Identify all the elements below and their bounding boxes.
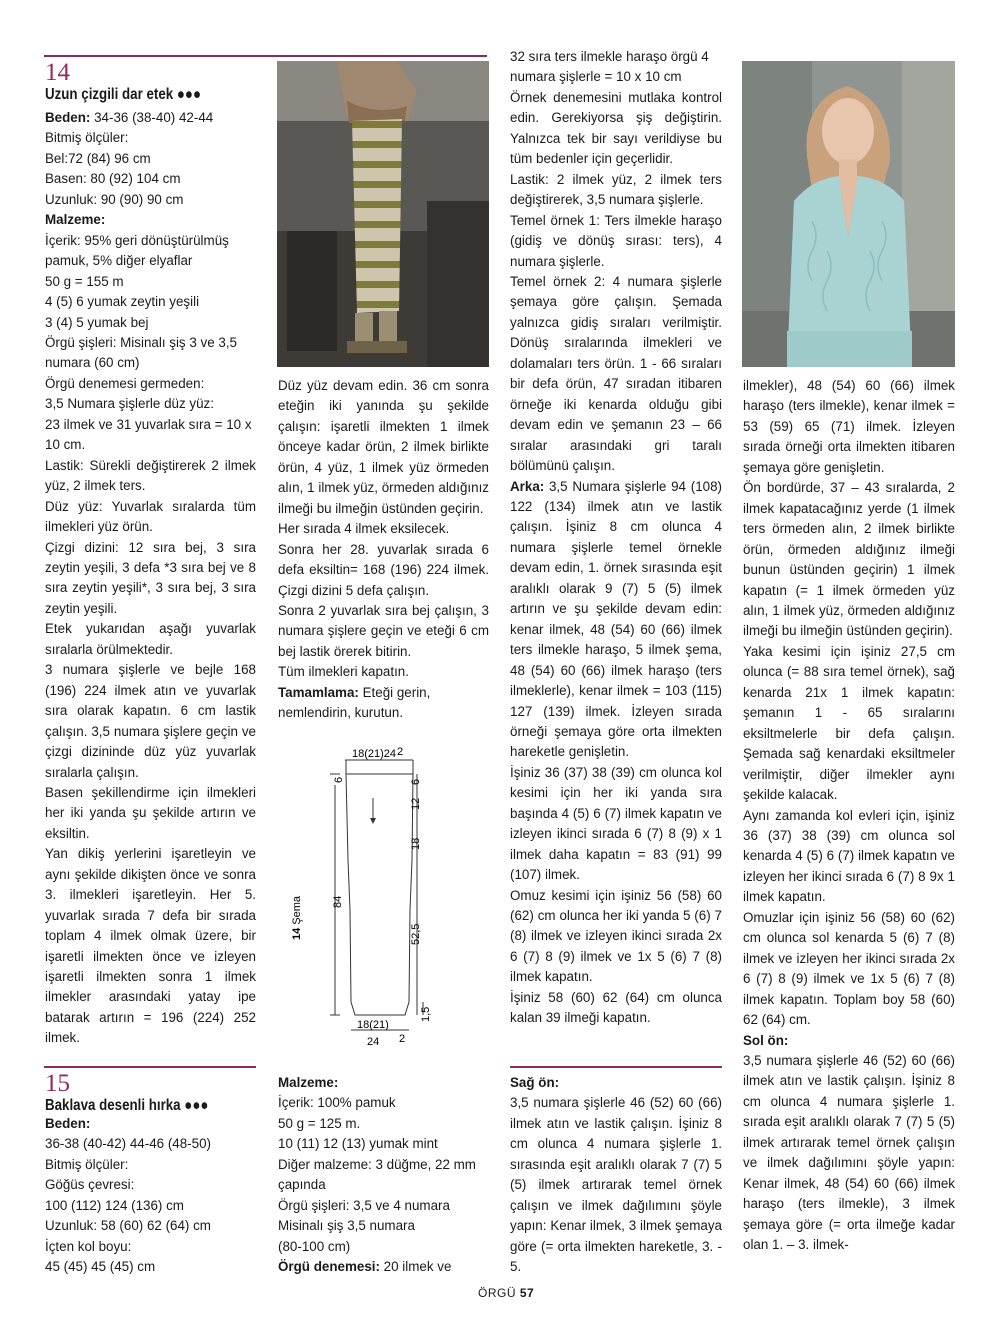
pattern14-column-1 — [45, 108, 256, 1049]
col4-paragraph — [743, 806, 955, 908]
p15-col1-text: 45 (45) 45 (45) cm — [45, 1259, 156, 1275]
p15-col1-text: 100 (112) 124 (136) cm — [45, 1197, 184, 1213]
schema-bottom-right: 2 — [399, 1033, 406, 1045]
p14-col1-paragraph — [45, 149, 256, 169]
col4-paragraph — [743, 478, 955, 642]
p15-col1-paragraph — [45, 1134, 256, 1154]
p14-col1-text: Basen: 80 (92) 104 cm — [45, 171, 181, 187]
p14-col1-paragraph — [45, 374, 256, 394]
p14-col1-text: 34-36 (38-40) 42-44 — [90, 110, 214, 125]
p15-col1-paragraph — [45, 1216, 256, 1236]
p15-col2-text: Örgü şişleri: 3,5 ve 4 numara — [278, 1197, 450, 1213]
cardigan-photo — [742, 61, 955, 367]
p14-col1-text: Lastik: Sürekli değiştirerek 2 ilmek yüz, 2 ilmek ters. — [45, 457, 256, 494]
p14-col1-paragraph — [45, 660, 256, 783]
col4-text: 3,5 numara şişlerle 46 (52) 60 (66) ilmek atın ve lastik çalışın. İşiniz 8 cm olunca 4 numara şişlerle 1. sırada eşit aralıklı olarak 7 (7) 5 (5) ilmek artırarak temel örnek çalışın ve ilmek dağılımını şöyle yapın: Kenar ilmek, 48 (54) 60 (66) ilmek haraşo (ters ilmekle), 3 ilmek şemaya göre (= orta ilmeğe kadar olan 1. – 3. ilmek- — [743, 1052, 955, 1253]
p15-col2-text: (80-100 cm) — [278, 1238, 351, 1254]
p15-col2-paragraph — [278, 1114, 489, 1134]
schema-seg3: 18 — [410, 837, 422, 850]
col4-bold-label: Sol ön: — [743, 1032, 789, 1048]
col3-text: 32 sıra ters ilmekle haraşo örgü 4 numara şişlerle = 10 x 10 cm — [510, 49, 709, 85]
p15-col1-text: Göğüs çevresi: — [45, 1177, 135, 1193]
skirt-photo — [277, 61, 489, 367]
p15-col2-text: Diğer malzeme: 3 düğme, 22 mm çapında — [278, 1156, 476, 1193]
p14-col1-paragraph — [45, 844, 256, 1049]
p14-col1-text: Örgü şişleri: Misinalı şiş 3 ve 3,5 numara (60 cm) — [45, 334, 237, 371]
p14-col1-paragraph — [45, 497, 256, 538]
p14-col1-bold-label: Malzeme: — [45, 212, 106, 228]
p14-col1-paragraph — [45, 538, 256, 620]
col3-bottom-paragraph — [510, 1093, 722, 1277]
p14-col1-paragraph — [45, 619, 256, 660]
col4-text: Aynı zamanda kol evleri için, işiniz 36 (37) 38 (39) cm olunca sol kenarda 4 (5) 6 (7) ilmek kapatın ve izleyen her ikinci sırada 6 (7) 8 9x 1 ilmek kapatın. — [743, 807, 955, 905]
p14-col1-text: Bitmiş ölçüler: — [45, 130, 129, 146]
pattern-title-14: Uzun çizgili dar etek ●●● — [45, 86, 202, 103]
p14-col1-paragraph — [45, 128, 256, 148]
p14-col1-text: 3,5 Numara şişlerle düz yüz: — [45, 396, 214, 412]
col3-text: İşiniz 36 (37) 38 (39) cm olunca kol kesimi için her iki yanda sıra başında 4 (5) 6 (7) ilmek kapatın ve izleyen ikinci sırada 6 (7) 8 (9) x 1 ilmek daha kapatın = 83 (91) 99 (107) ilmek. — [510, 764, 722, 883]
col3-bold-label: Arka: — [510, 478, 545, 494]
col3-paragraph — [510, 477, 722, 763]
p15-col2-text: 50 g = 125 m. — [278, 1115, 361, 1131]
p14-col1-paragraph — [45, 108, 256, 128]
page-footer — [478, 1286, 534, 1300]
p15-col2-text: İçerik: 100% pamuk — [278, 1095, 396, 1111]
p14-col1-paragraph — [45, 169, 256, 189]
col3-text: Temel örnek 1: Ters ilmekle haraşo (gidiş ve dönüş sırası: ters), 4 numara şişlerle. — [510, 212, 722, 269]
p15-col2-bold-label: Örgü denemesi: — [278, 1259, 380, 1275]
col3-text: Omuz kesimi için işiniz 56 (58) 60 (62) cm olunca her iki yanda 5 (6) 7 (8) ilmek ve izleyen ikinci sırada 2x 6 (7) 8 (9) ilmek ve 1x 5 (6) 7 (8) ilmek kapatın. — [510, 887, 722, 985]
skirt-schema-diagram — [285, 740, 485, 1055]
p14-col1-paragraph — [45, 456, 256, 497]
p14-col1-text: Örgü denemesi germeden: — [45, 375, 205, 391]
col3-bottom-text: 3,5 numara şişlerle 46 (52) 60 (66) ilmek atın ve lastik çalışın. İşiniz 8 cm olunca 4 numara şişlerle 1. sırasında eşit aralıklı olarak 7 (7) 5 (5) ilmek artırarak temel örnek çalışın ve ilmek dağılımını şöyle yapın: Kenar ilmek, 3 ilmek şemaya göre (= orta ilmekten hareketle, 3. - 5. — [510, 1095, 722, 1275]
p14-col2-paragraph — [278, 540, 489, 601]
pattern-number-14: 14 — [45, 59, 70, 86]
p14-col2-paragraph — [278, 662, 489, 682]
col3-paragraph — [510, 763, 722, 886]
p15-col2-paragraph — [278, 1216, 489, 1236]
p15-col2-paragraph — [278, 1237, 489, 1257]
column-4 — [743, 376, 955, 1255]
p15-col2-bold-label: Malzeme: — [278, 1075, 339, 1090]
p15-col1-paragraph — [45, 1196, 256, 1216]
p14-col1-paragraph — [45, 394, 256, 414]
p14-col1-text: Etek yukarıdan aşağı yuvarlak sıralarla örülmektedir. — [45, 621, 256, 657]
col3-text: Örnek denemesini mutlaka kontrol edin. Gerekiyorsa şiş değiştirin. Yalnızca tek bir sayı verildiyse bu tüm bedenler için geçerlidir. — [510, 89, 722, 167]
schema-seg1: 6 — [333, 776, 345, 783]
p14-col1-paragraph — [45, 292, 256, 312]
col3-text: Temel örnek 2: 4 numara şişlerle şemaya göre çalışın. Şemada yalnızca gidiş sıraları verilmiştir. Dönüş sıralarında ilmekleri ve dolamaları ters örün. 1 - 66 sıraları bir defa örün, 47 sıradan itibaren örneğe iki kenarda olduğu gibi devam edin ve şemanın 23 – 66 sıralar arasındaki gri taralı bölümünü çalışın. — [510, 273, 722, 474]
section-rule-14 — [44, 55, 487, 57]
p15-col2-text: 20 ilmek ve — [379, 1259, 452, 1275]
col3-paragraph — [510, 211, 722, 272]
col4-text: Yaka kesimi için işiniz 27,5 cm olunca (= 88 sıra temel örnek), sağ kenarda 21x 1 ilmek kapatın: şemanın 1 - 65 sıralarını eksiltmelerle bir defa çalışın. Şemada sağ kenardaki eksiltmeler verilmiştir, diğer ilmekler aynı şekilde kalacak. — [743, 643, 955, 803]
schema-bottom-num: 24 — [367, 1036, 380, 1048]
magazine-name: ÖRGÜ — [478, 1286, 516, 1300]
p15-col2-text: 10 (11) 12 (13) yumak mint — [278, 1136, 438, 1152]
p14-col1-text: İçerik: 95% geri dönüştürülmüş pamuk, 5% diğer elyaflar — [45, 232, 229, 269]
p14-col2-text: Düz yüz devam edin. 36 cm sonra eteğin iki yanında şu şekilde çalışın: işaretli ilmekten 1 ilmek önceye kadar örün, 2 ilmek birlikte örün, 4 yüz, 1 ilmek yüz örmeden alın, 1 ilmek yüz, örmeden aldığınız ilmeği bu ilmeğin üstünden geçirin. — [278, 378, 489, 516]
col3-text: 3,5 Numara şişlerle 94 (108) 122 (134) ilmek atın ve lastik çalışın. İşiniz 8 cm olunca 4 numara şişlerle temel örnekle devam edin, 1. örnek sırasında eşit aralıklı olarak 9 (7) 5 (5) ilmek artırın ve şu şekilde devam edin: kenar ilmek, 48 (54) 60 (66) ilmek ters ilmekle haraşo, 5 ilmek şema, 48 (54) 60 (66) ilmek haraşo (ters ilmeklerle), kenar ilmek = 103 (115) 127 (139) ilmek. İzleyen sırada örneği şemaya göre orta ilmekten hareketle genişletin. — [510, 478, 722, 760]
p14-col1-text: 4 (5) 6 yumak zeytin yeşili — [45, 294, 200, 310]
col3-paragraph — [510, 47, 722, 88]
right-front-heading: Sağ ön: — [510, 1075, 560, 1090]
p14-col2-paragraph — [278, 376, 489, 519]
col4-paragraph — [743, 642, 955, 806]
col4-paragraph — [743, 376, 955, 478]
col4-paragraph — [743, 908, 955, 1031]
p14-col1-paragraph — [45, 272, 256, 292]
section-rule-15 — [44, 1066, 256, 1068]
schema-label-num: 14 — [291, 927, 303, 940]
p15-col1-paragraph — [45, 1237, 256, 1257]
col3-paragraph — [510, 988, 722, 1029]
p14-col1-text: Bel:72 (84) 96 cm — [45, 150, 151, 166]
p14-col1-text: Çizgi dizini: 12 sıra bej, 3 sıra zeytin yeşili, 3 defa *3 sıra bej ve 8 sıra zeytin yeşili*, 3 sıra bej, 3 sıra zeytin yeşili. — [45, 539, 256, 616]
schema-label-word: Şema — [291, 895, 303, 925]
p15-col1-paragraph — [45, 1175, 256, 1195]
p15-col2-paragraph — [278, 1134, 489, 1154]
p15-col1-text: İçten kol boyu: — [45, 1238, 132, 1254]
p14-col1-text: Uzunluk: 90 (90) 90 cm — [45, 191, 184, 207]
p15-col1-paragraph — [45, 1257, 256, 1277]
p14-col1-text: Düz yüz: Yuvarlak sıralarda tüm ilmekleri yüz örün. — [45, 498, 256, 535]
p14-col1-text: Basen şekillendirme için ilmekleri her iki yanda şu şekilde artırın ve eksiltin. — [45, 784, 256, 841]
col3-text: Lastik: 2 ilmek yüz, 2 ilmek ters değiştirerek, 3,5 numara şişlerle. — [510, 171, 722, 208]
p14-col2-bold-label: Tamamlama: — [278, 684, 359, 700]
col3-text: İşiniz 58 (60) 62 (64) cm olunca kalan 39 ilmeği kapatın. — [510, 989, 722, 1026]
schema-total: 84 — [332, 895, 344, 908]
pattern-number-15: 15 — [45, 1070, 70, 1097]
p14-col2-text: Eteği gerin, nemlendirin, kurutun. — [278, 684, 431, 721]
p15-col1-text: 36-38 (40-42) 44-46 (48-50) — [45, 1136, 211, 1152]
col3-paragraph — [510, 88, 722, 170]
col4-paragraph — [743, 1051, 955, 1256]
schema-seg2: 12 — [410, 797, 422, 810]
p15-col1-paragraph — [45, 1155, 256, 1175]
p15-col1-text: Uzunluk: 58 (60) 62 (64) cm — [45, 1218, 211, 1234]
p14-col1-text: 3 (4) 5 yumak bej — [45, 314, 149, 330]
col3-paragraph — [510, 886, 722, 988]
pattern-title-15: Baklava desenli hırka ●●● — [45, 1097, 209, 1114]
p14-col1-text: 50 g = 155 m — [45, 273, 124, 289]
p14-col2-paragraph — [278, 601, 489, 662]
p14-col1-paragraph — [45, 190, 256, 210]
col4-text: Omuzlar için işiniz 56 (58) 60 (62) cm olunca sol kenarda 5 (6) 7 (8) ilmek ve izleyen her ikinci sırada 2x 6 (7) 8 (9) ilmek ve 1x 5 (6) 7 (8) ilmek kapatın. Toplam boy 58 (60) 62 (64) cm. — [743, 909, 955, 1028]
schema-bottom-width: 18(21) — [357, 1019, 389, 1031]
p15-col2-paragraph — [278, 1155, 489, 1196]
pattern15-column-2 — [278, 1073, 489, 1278]
p15-col1-paragraph — [45, 1114, 256, 1134]
p14-col2-paragraph — [278, 519, 489, 539]
pattern14-column-2 — [278, 376, 489, 724]
p15-col1-text: Bitmiş ölçüler: — [45, 1156, 129, 1172]
col4-text: ilmekler), 48 (54) 60 (66) ilmek haraşo (ters ilmekle), kenar ilmek = 53 (59) 65 (71) ilmek. İzleyen sırada örneği orta ilmekten itibaren şemaya göre genişletin. — [743, 378, 955, 475]
schema-top-width: 18(21)24 — [352, 748, 397, 760]
pattern15-column-1 — [45, 1114, 256, 1278]
schema-top-right: 2 — [397, 746, 404, 758]
p15-col2-paragraph — [278, 1196, 489, 1216]
p15-col2-paragraph — [278, 1073, 489, 1093]
p15-col2-text: Misinalı şiş 3,5 numara — [278, 1218, 415, 1234]
column-3-bottom — [510, 1073, 722, 1278]
schema-seg4: 52,5 — [410, 923, 422, 945]
p14-col1-text: Yan dikiş yerlerini işaretleyin ve aynı şekilde dikişten önce ve sonra 3. ilmekleri işaretleyin. Her 5. yuvarlak sırada 7 defa bir sırada toplam 4 ilmek olmak üzere, bir işaretli ilmekten önce ve izleyen işaretli ilmekten sonra 1 ilmek ilmekler arasındaki yatay ipe batarak artırın = 196 (224) 252 ilmek. — [45, 846, 256, 1046]
col3-paragraph — [510, 272, 722, 477]
schema-seg1-right: 6 — [410, 778, 422, 785]
svg-text:14 Şema — [291, 895, 303, 940]
col4-text: Ön bordürde, 37 – 43 sıralarda, 2 ilmek kapatacağınız yerde (1 ilmek ters örmeden alın, 2 ilmek birlikte örün, örmeden aldığınız ilmeği bunun üstünden geçirin) 1 ilmek kapatın (= 1 ilmek örmeden yüz alın, 1 ilmek yüz, örmeden aldığınız ilmeği bu ilmeğin üstünden geçirin). — [743, 480, 955, 639]
p14-col1-paragraph — [45, 783, 256, 844]
p15-col2-paragraph — [278, 1093, 489, 1113]
p14-col1-bold-label: Beden: — [45, 110, 91, 125]
p14-col1-text: 23 ilmek ve 31 yuvarlak sıra = 10 x 10 cm. — [45, 416, 252, 453]
page-number: 57 — [519, 1286, 535, 1300]
p14-col1-paragraph — [45, 231, 256, 272]
col4-paragraph — [743, 1031, 955, 1051]
col3-paragraph — [510, 170, 722, 211]
section-rule-right — [510, 1066, 722, 1068]
p14-col1-paragraph — [45, 415, 256, 456]
p14-col2-text: Sonra 2 yuvarlak sıra bej çalışın, 3 numara şişlere geçin ve eteği 6 cm bej lastik örerek bitirin. — [278, 602, 489, 659]
p14-col1-text: 3 numara şişlerle ve bejle 168 (196) 224 ilmek atın ve yuvarlak sıra olarak kapatın. 6 cm lastik çalışın. 3,5 numara şişlere geçin ve çizgi dizininde düz yüz yuvarlak sıralarla çalışın. — [45, 662, 256, 780]
p14-col1-paragraph — [45, 313, 256, 333]
column-3-top — [510, 47, 722, 1029]
p15-col2-paragraph — [278, 1257, 489, 1277]
p14-col2-paragraph — [278, 683, 489, 724]
p14-col1-paragraph — [45, 333, 256, 374]
p14-col2-text: Sonra her 28. yuvarlak sırada 6 defa eksiltin= 168 (196) 224 ilmek. Çizgi dizini 5 defa çalışın. — [278, 541, 489, 598]
p15-col1-bold-label: Beden: — [45, 1116, 91, 1131]
p14-col2-text: Her sırada 4 ilmek eksilecek. — [278, 521, 450, 537]
p14-col2-text: Tüm ilmekleri kapatın. — [278, 664, 409, 680]
p14-col1-paragraph — [45, 210, 256, 230]
schema-seg5: 1,5 — [420, 1006, 432, 1022]
